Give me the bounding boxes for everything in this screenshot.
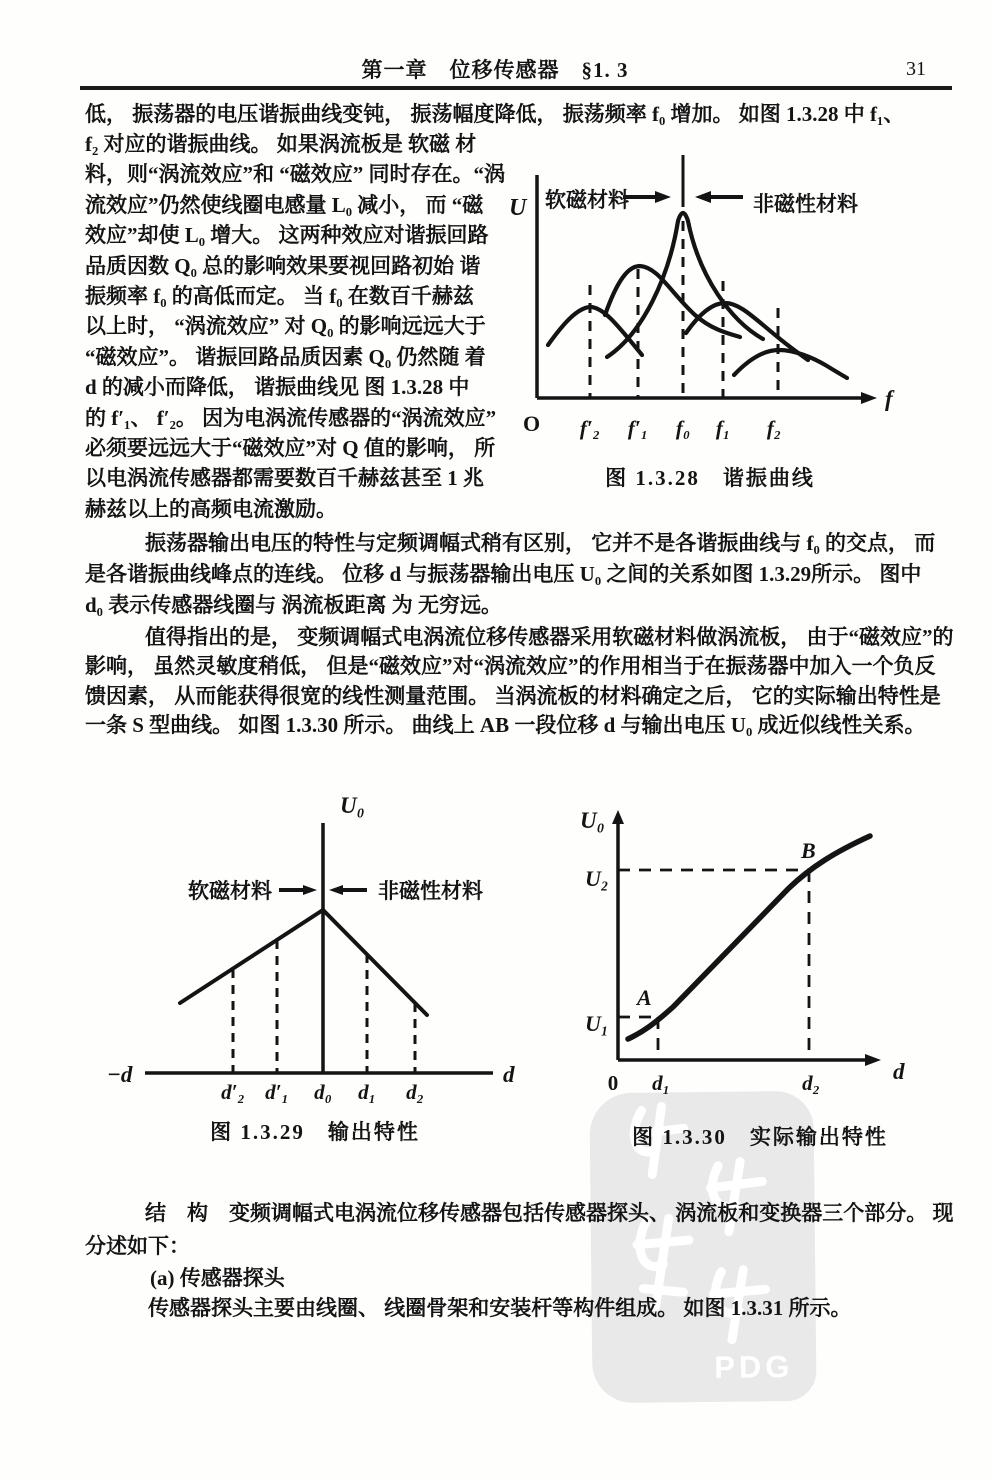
text-line: 必须要远远大于“磁效应”对 Q 值的影响， 所 [85,436,496,461]
fig30-y-axis-arrowhead [612,810,624,824]
fig29-tick-d1-prime: d′₁ [265,1080,289,1104]
fig29-x-ticks [221,1080,424,1104]
fig29-tick-d1: d₁ [358,1080,376,1104]
figure-1-3-28-resonance-curves [495,145,975,500]
fig28-tick-f1: f₁ [715,416,731,440]
left-column-text [85,129,527,524]
text-line: 一条 S 型曲线。 如图 1.3.30 所示。 曲线上 AB 一段位移 d 与输出电压 U₀ 成近似线性关系。 [85,712,926,737]
fig30-origin-label: 0 [607,1071,619,1095]
watermark-pdg-text: PDG [714,1349,794,1385]
fig29-tick-d0: d₀ [314,1080,332,1104]
header-rule [80,86,952,90]
page-number: 31 [906,58,926,80]
text-line: f₂ 对应的谐振曲线。 如果涡流板是 软磁 材 [85,132,477,156]
text-line: 的 f′₁、 f′₂。 因为电涡流传感器的“涡流效应” [85,405,497,430]
figure-1-3-30-actual-output [575,790,980,1165]
fig29-right-arrowhead [329,885,343,895]
fig29-caption: 图 1.3.29 输出特性 [210,1120,420,1144]
text-line: d 的减小而降低， 谐振曲线见 图 1.3.28 中 [85,375,470,400]
fig28-tick-f1-prime: f′₁ [627,416,649,440]
fig30-y-axis-label: U₀ [580,808,605,833]
text-line: “磁效应”。 谐振回路品质因素 Q₀ 仍然随 着 [85,344,486,369]
paragraph-oscillator-output [85,528,975,621]
fig30-caption: 图 1.3.30 实际输出特性 [632,1125,888,1149]
resonance-curve-f2 [734,350,847,378]
text-line: 馈因素， 从而能获得很宽的线性测量范围。 当涡流板的材料确定之后， 它的实际输出特性是 [85,683,941,708]
fig28-left-arrowhead [655,191,671,203]
structure-continue-line: 分述如下： [85,1234,190,1258]
fig30-x-axis-label: d [893,1059,905,1084]
fig30-u2-label: U₂ [585,866,609,891]
text-line: 以上时， “涡流效应” 对 Q₀ 的影响远远大于 [85,314,486,339]
text-line: 流效应”仍然使线圈电感量 L₀ 减小， 而 “磁 [85,192,484,217]
fig30-x-axis-arrowhead [865,1054,881,1066]
text-line: 料，则“涡流效应”和 “磁效应” 同时存在。“涡 [85,162,505,187]
fig29-y-axis-label: U₀ [340,793,365,818]
fig28-x-axis-label: f [885,386,893,411]
text-line: d₀ 表示传感器线圈与 涡流板距离 为 无穷远。 [85,593,502,617]
fig28-tick-f0: f₀ [675,416,691,440]
figure-1-3-29-output-characteristic [95,785,535,1170]
fig30-point-b-label: B [801,838,816,863]
fig30-point-a-label: A [637,985,652,1010]
fig30-x-ticks [608,1071,820,1095]
fig29-tick-d2-prime: d′₂ [221,1080,245,1104]
text-line: 效应”却使 L₀ 增大。 这两种效应对谐振回路 [85,223,489,248]
fig28-tick-f2-prime: f′₂ [579,416,601,440]
resonance-curve-f2-prime [548,307,642,355]
fig30-u1-label: U₁ [585,1011,609,1036]
fig29-neg-x-label: −d [107,1062,133,1087]
fig28-soft-magnetic-label: 软磁材料 [545,188,629,212]
text-line: 影响， 虽然灵敏度稍低， 但是“磁效应”对“涡流效应”的作用相当于在振荡器中加入一个负反 [85,654,936,679]
fig28-caption: 图 1.3.28 谐振曲线 [605,466,815,490]
text-line: 品质因数 Q₀ 总的影响效果要视回路初始 谐 [85,253,481,278]
fig29-peak-lines [180,910,427,1015]
fig29-tick-d2: d₂ [406,1080,424,1104]
fig28-x-axis-arrowhead [861,392,877,404]
text-line: 振荡器输出电压的特性与定频调幅式稍有区别， 它并不是各谐振曲线与 f₀ 的交点， 而 [145,531,936,555]
body-line-1: 低， 振荡器的电压谐振曲线变钝， 振荡幅度降低， 振荡频率 f₀ 增加。 如图 1.3.28 中 f₁、 [85,102,905,126]
text-line: 赫兹以上的高频电流激励。 [85,496,337,521]
fig28-dashed-guides [590,221,778,398]
fig30-tick-d2: d₂ [802,1071,820,1095]
fig30-tick-d1: d₁ [652,1071,670,1095]
fig28-origin-label: O [523,411,541,436]
fig28-x-ticks [580,416,781,440]
fig28-y-axis-label: U [509,195,527,221]
fig28-nonmagnetic-label: 非磁性材料 [753,192,858,216]
text-line: 以电涡流传感器都需要数百千赫兹甚至 1 兆 [85,466,484,491]
probe-description-line: 传感器探头主要由线圈、 线圈骨架和安装杆等构件组成。 如图 1.3.31 所示。 [148,1296,852,1320]
fig29-x-axis-label: d [503,1062,515,1087]
fig28-right-arrowhead [695,191,711,203]
chapter-header: 第一章 位移传感器 §1. 3 [361,58,629,82]
fig30-s-curve [628,836,870,1039]
text-line: 是各谐振曲线峰点的连线。 位移 d 与振荡器输出电压 U₀ 之间的关系如图 1.3.29所示。 图中 [85,562,922,586]
text-line: 振频率 f₀ 的高低而定。 当 f₀ 在数百千赫兹 [85,284,474,309]
fig28-resonance-curves [548,213,847,378]
text-line: 值得指出的是， 变频调幅式电涡流位移传感器采用软磁材料做涡流板， 由于“磁效应”的 [145,625,954,649]
fig29-nonmagnetic-label: 非磁性材料 [378,879,483,903]
paragraph-soft-magnetic [85,623,975,740]
structure-heading-line: 结 构 变频调幅式电涡流位移传感器包括传感器探头、 涡流板和变换器三个部分。 现 [145,1201,954,1225]
fig28-tick-f2: f₂ [766,416,782,440]
item-a-probe-heading: (a) 传感器探头 [150,1266,285,1290]
fig29-soft-magnetic-label: 软磁材料 [188,879,272,903]
fig29-left-arrowhead [303,885,317,895]
